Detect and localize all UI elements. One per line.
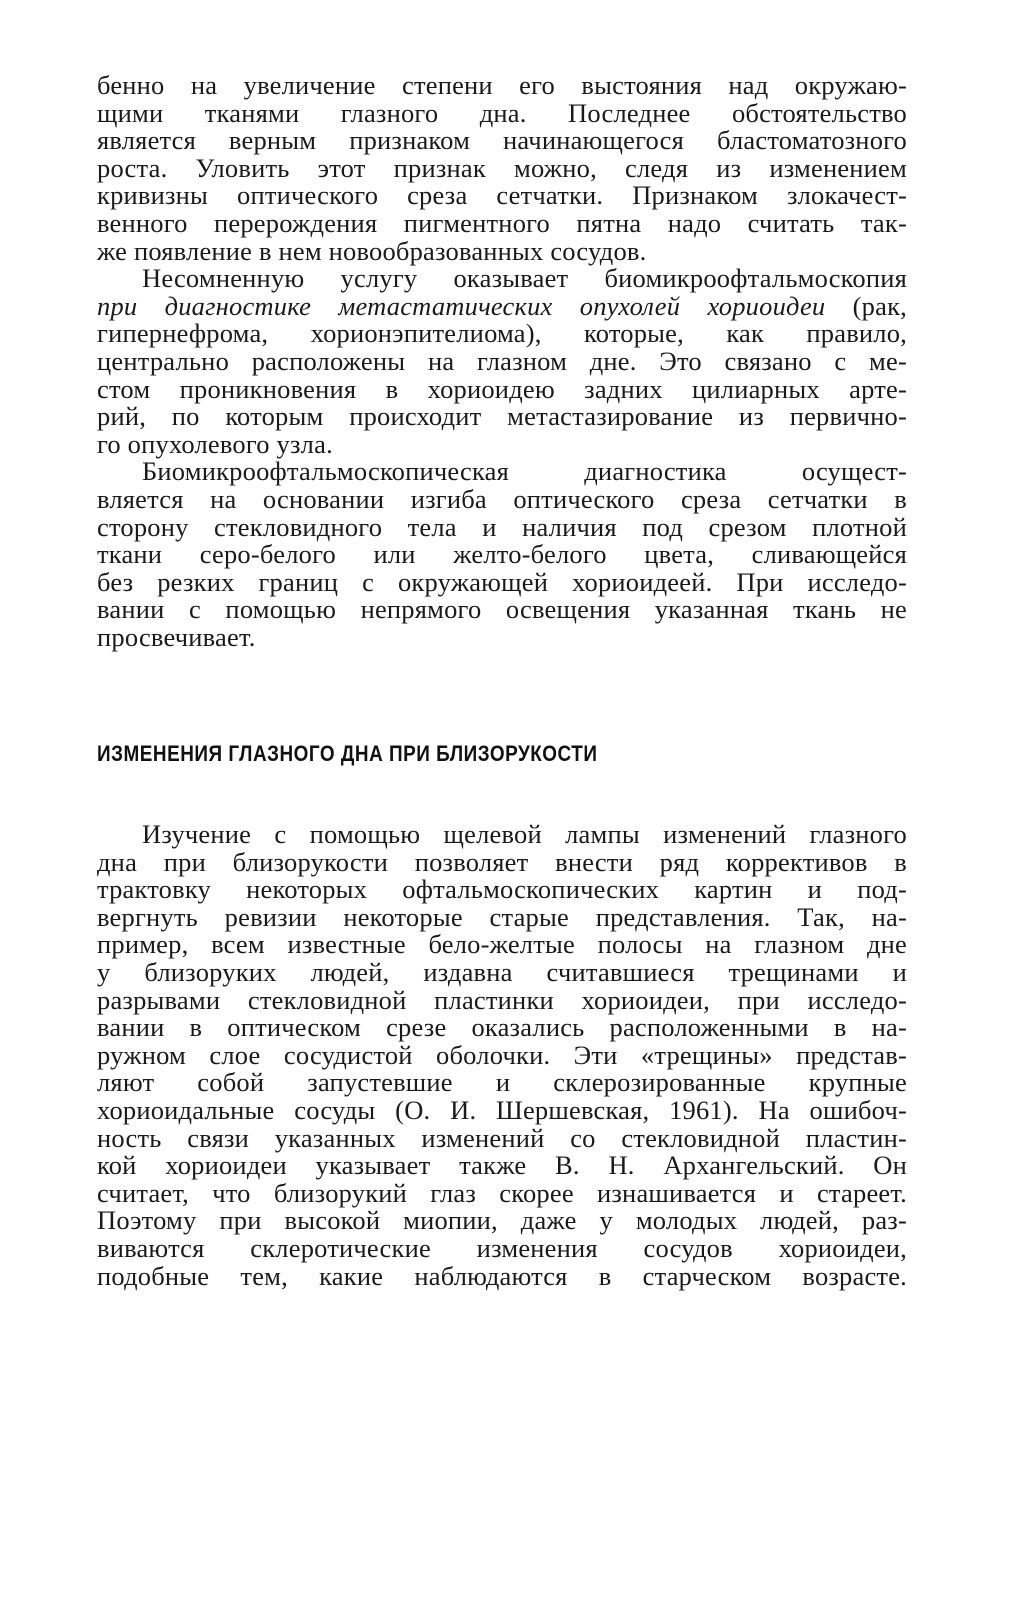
text-line: хориоидальные сосуды (О. И. Шершевская, 1961). На ошибоч-: [97, 1094, 907, 1125]
text-line: трактовку некоторых офтальмоскопических картин и под-: [97, 874, 907, 905]
text-line: дна при близорукости позволяет внести ряд коррективов в: [97, 846, 907, 877]
paragraph-block-tumors: [97, 72, 907, 651]
text-line: стом проникновения в хориоидею задних цилиарных арте-: [97, 373, 907, 404]
section-heading: ИЗМЕНЕНИЯ ГЛАЗНОГО ДНА ПРИ БЛИЗОРУКОСТИ: [97, 741, 598, 766]
text-line: Изучение с помощью щелевой лампы изменений глазного: [142, 819, 907, 849]
text-line: вании в оптическом срезе оказались расположенными в на-: [97, 1012, 907, 1043]
paragraph-block-myopia: [97, 821, 907, 1290]
text-line: вергнуть ревизии некоторые старые представления. Так, на-: [97, 901, 907, 932]
text-line: пример, всем известные бело-желтые полосы на глазном дне: [97, 929, 907, 960]
text-line: вании с помощью непрямого освещения указанная ткань не: [97, 594, 907, 625]
text-line: центрально расположены на глазном дне. Это связано с ме-: [97, 345, 907, 376]
text-line: бенно на увеличение степени его выстояния над окружаю-: [97, 70, 907, 100]
text-line: подобные тем, какие наблюдаются в старческом возрасте.: [97, 1260, 907, 1291]
text-fragment: (рак,: [825, 290, 907, 321]
text-line: просвечивает.: [97, 621, 256, 652]
text-line: без резких границ с окружающей хориоидеей. При исследо-: [97, 566, 907, 597]
text-line: венного перерождения пигментного пятна надо считать так-: [97, 207, 907, 238]
text-line: ляют собой запустевшие и склерозированные крупные: [97, 1067, 907, 1098]
text-line: Поэтому при высокой миопии, даже у молодых людей, раз-: [97, 1205, 907, 1236]
text-line: кривизны оптического среза сетчатки. Признаком злокачест-: [97, 180, 907, 211]
text-line: вляется на основании изгиба оптического среза сетчатки в: [97, 483, 907, 514]
text-line-italic-mixed: [97, 290, 907, 321]
text-line: сторону стекловидного тела и наличия под срезом плотной: [97, 511, 907, 542]
text-line: ность связи указанных изменений со стекловидной пластин-: [97, 1122, 907, 1153]
text-line: роста. Уловить этот признак можно, следя из изменением: [97, 152, 907, 183]
italic-phrase: при диагностике метастатических опухолей хориоидеи: [97, 290, 826, 321]
text-line: ткани серо-белого или желто-белого цвета, сливающейся: [97, 539, 907, 570]
text-line: кой хориоидеи указывает также В. Н. Архангельский. Он: [97, 1150, 907, 1181]
text-line: у близоруких людей, издавна считавшиеся трещинами и: [97, 956, 907, 987]
text-line: ружном слое сосудистой оболочки. Эти «трещины» представ-: [97, 1039, 907, 1070]
text-line: же появление в нем новообразованных сосудов.: [97, 235, 647, 266]
text-line: Несомненную услугу оказывает биомикроофтальмоскопия: [142, 263, 907, 294]
text-line: рий, по которым происходит метастазирование из первично-: [97, 401, 907, 432]
text-line: разрывами стекловидной пластинки хориоидеи, при исследо-: [97, 984, 907, 1015]
text-line: является верным признаком начинающегося бластоматозного: [97, 125, 907, 156]
text-line: гипернефрома, хорионэпителиома), которые, как правило,: [97, 318, 907, 349]
text-line: считает, что близорукий глаз скорее изнашивается и стареет.: [97, 1177, 907, 1208]
text-line: щими тканями глазного дна. Последнее обстоятельство: [97, 97, 907, 128]
text-line: виваются склеротические изменения сосудов хориоидеи,: [97, 1232, 907, 1263]
text-line: Биомикроофтальмоскопическая диагностика осущест-: [142, 456, 907, 487]
text-line: го опухолевого узла.: [97, 428, 333, 459]
